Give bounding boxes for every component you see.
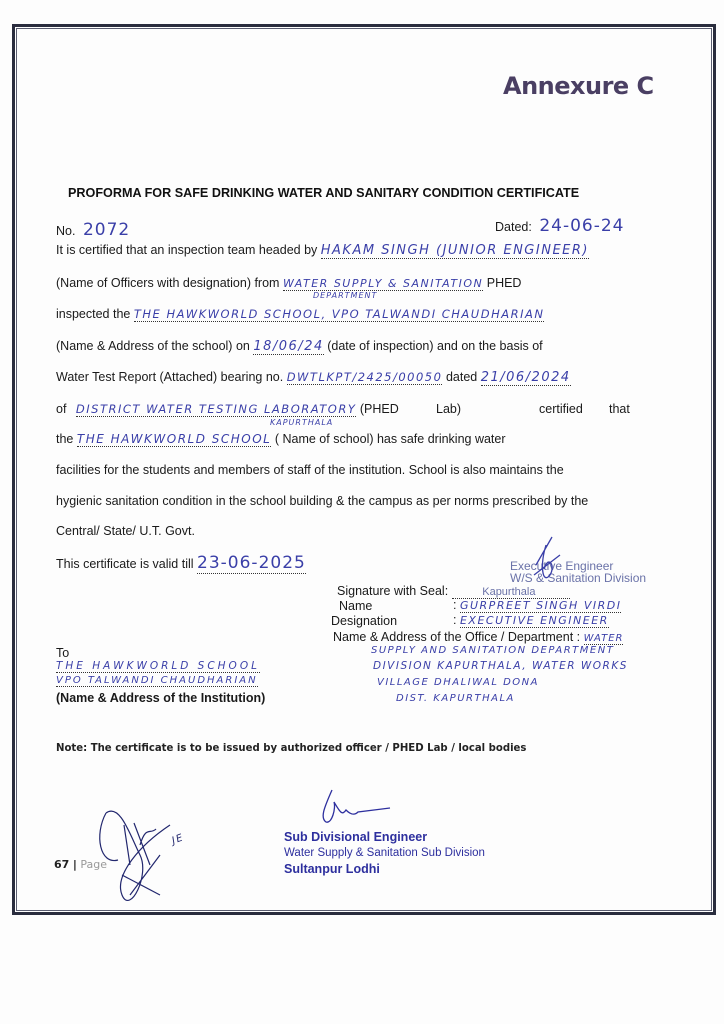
sde-stamp	[284, 829, 485, 877]
name-value: GURPREET SINGH VIRDI	[459, 599, 622, 612]
valid-till-value: 23-06-2025	[197, 553, 306, 573]
line-text: inspected the	[56, 307, 131, 321]
validity-line	[56, 553, 306, 573]
body-line-9: hygienic sanitation condition in the school building & the campus as per norms prescribed by the	[56, 494, 589, 508]
line-text: This certificate is valid till	[56, 557, 194, 571]
line-text: Lab)	[436, 402, 462, 416]
stamp-line: Water Supply & Sanitation Sub Division	[284, 847, 485, 859]
stamp-location: Kapurthala	[482, 586, 536, 598]
page-separator: |	[72, 858, 77, 871]
je-signature	[100, 805, 190, 915]
line-text: It is certified that an inspection team headed by	[56, 243, 318, 257]
certificate-date	[495, 216, 625, 236]
number-value: 2072	[82, 220, 131, 240]
lab-subvalue: KAPURTHALA	[270, 418, 334, 427]
designation-value: EXECUTIVE ENGINEER	[459, 614, 609, 627]
stamp-line: W/S & Sanitation Division	[510, 571, 647, 585]
inspection-head-line	[56, 243, 589, 258]
office-value-3: DIVISION KAPURTHALA, WATER WORKS	[373, 660, 628, 672]
line-text: (date of inspection) and on the basis of	[327, 339, 543, 353]
line-text: certified	[539, 402, 583, 416]
number-label: No.	[56, 224, 76, 238]
signature-seal-line	[337, 584, 570, 599]
designation-label: Designation	[331, 614, 398, 628]
body-line-8: facilities for the students and members of staff of the institution. School is also maintains the	[56, 463, 564, 477]
name-field: : GURPREET SINGH VIRDI	[453, 598, 622, 612]
line-text: the	[56, 432, 74, 446]
certificate-title: PROFORMA FOR SAFE DRINKING WATER AND SANITARY CONDITION CERTIFICATE	[68, 185, 580, 200]
office-value-2: SUPPLY AND SANITATION DEPARTMENT	[371, 645, 615, 656]
line-text: (PHED	[359, 402, 399, 416]
office-label: Name & Address of the Office / Department :	[333, 630, 581, 644]
designation-field: : EXECUTIVE ENGINEER	[453, 613, 609, 627]
school-name-line	[56, 432, 506, 446]
department-line	[56, 276, 521, 290]
certificate-number	[56, 220, 130, 240]
name-label: Name	[339, 599, 373, 613]
office-value-5: DIST. KAPURTHALA	[396, 693, 515, 704]
stamp-line: Sultanpur Lodhi	[284, 862, 380, 876]
department-subvalue: DEPARTMENT	[313, 291, 378, 300]
report-line	[56, 370, 571, 385]
phed-text: PHED	[486, 276, 522, 290]
line-text: (Name of Officers with designation) from	[56, 276, 280, 290]
signature-label: Signature with Seal:	[337, 584, 449, 598]
report-number-value: DWTLKPT/2425/00050	[286, 370, 443, 384]
line-text: that	[609, 402, 630, 416]
line-text: dated	[445, 370, 478, 384]
school-name-value: THE HAWKWORLD SCHOOL	[76, 432, 272, 446]
office-line	[333, 630, 623, 644]
recipient-caption: (Name & Address of the Institution)	[56, 691, 266, 705]
stamp-line: Sub Divisional Engineer	[284, 830, 428, 844]
department-value: WATER SUPPLY & SANITATION	[282, 277, 484, 290]
office-value-4: VILLAGE DHALIWAL DONA	[377, 677, 539, 688]
line-text: ( Name of school) has safe drinking water	[274, 432, 506, 446]
line-text: Water Test Report (Attached) bearing no.	[56, 370, 284, 384]
recipient-line-1: THE HAWKWORLD SCHOOL	[56, 660, 260, 672]
lab-line	[56, 402, 630, 416]
report-date-value: 21/06/2024	[480, 370, 571, 385]
annexure-heading: Annexure C	[503, 72, 654, 100]
dated-label: Dated:	[495, 220, 532, 234]
page-number: 67	[54, 858, 70, 871]
school-address-line	[56, 307, 544, 321]
footer-note: Note: The certificate is to be issued by authorized officer / PHED Lab / local bodies	[56, 741, 527, 754]
recipient-line-2: VPO TALWANDI CHAUDHARIAN	[56, 675, 258, 686]
inspection-date-value: 18/06/24	[253, 339, 324, 354]
office-value-1: WATER	[583, 633, 624, 644]
inspection-date-line	[56, 339, 543, 354]
lab-name-value: DISTRICT WATER TESTING LABORATORY	[75, 402, 357, 416]
je-initials: JE	[170, 832, 186, 847]
line-text: (Name & Address of the school) on	[56, 339, 250, 353]
stamp-line: Executive Engineer	[510, 559, 614, 573]
line-text: of	[56, 402, 67, 416]
body-line-10: Central/ State/ U.T. Govt.	[56, 524, 195, 538]
school-address-value: THE HAWKWORLD SCHOOL, VPO TALWANDI CHAUDHARIAN	[133, 307, 545, 321]
inspection-head-value: HAKAM SINGH (JUNIOR ENGINEER)	[320, 243, 589, 258]
dated-value: 24-06-24	[539, 216, 625, 236]
to-label: To	[56, 646, 70, 660]
sde-signature	[310, 788, 400, 828]
page-label: Page	[80, 858, 107, 871]
